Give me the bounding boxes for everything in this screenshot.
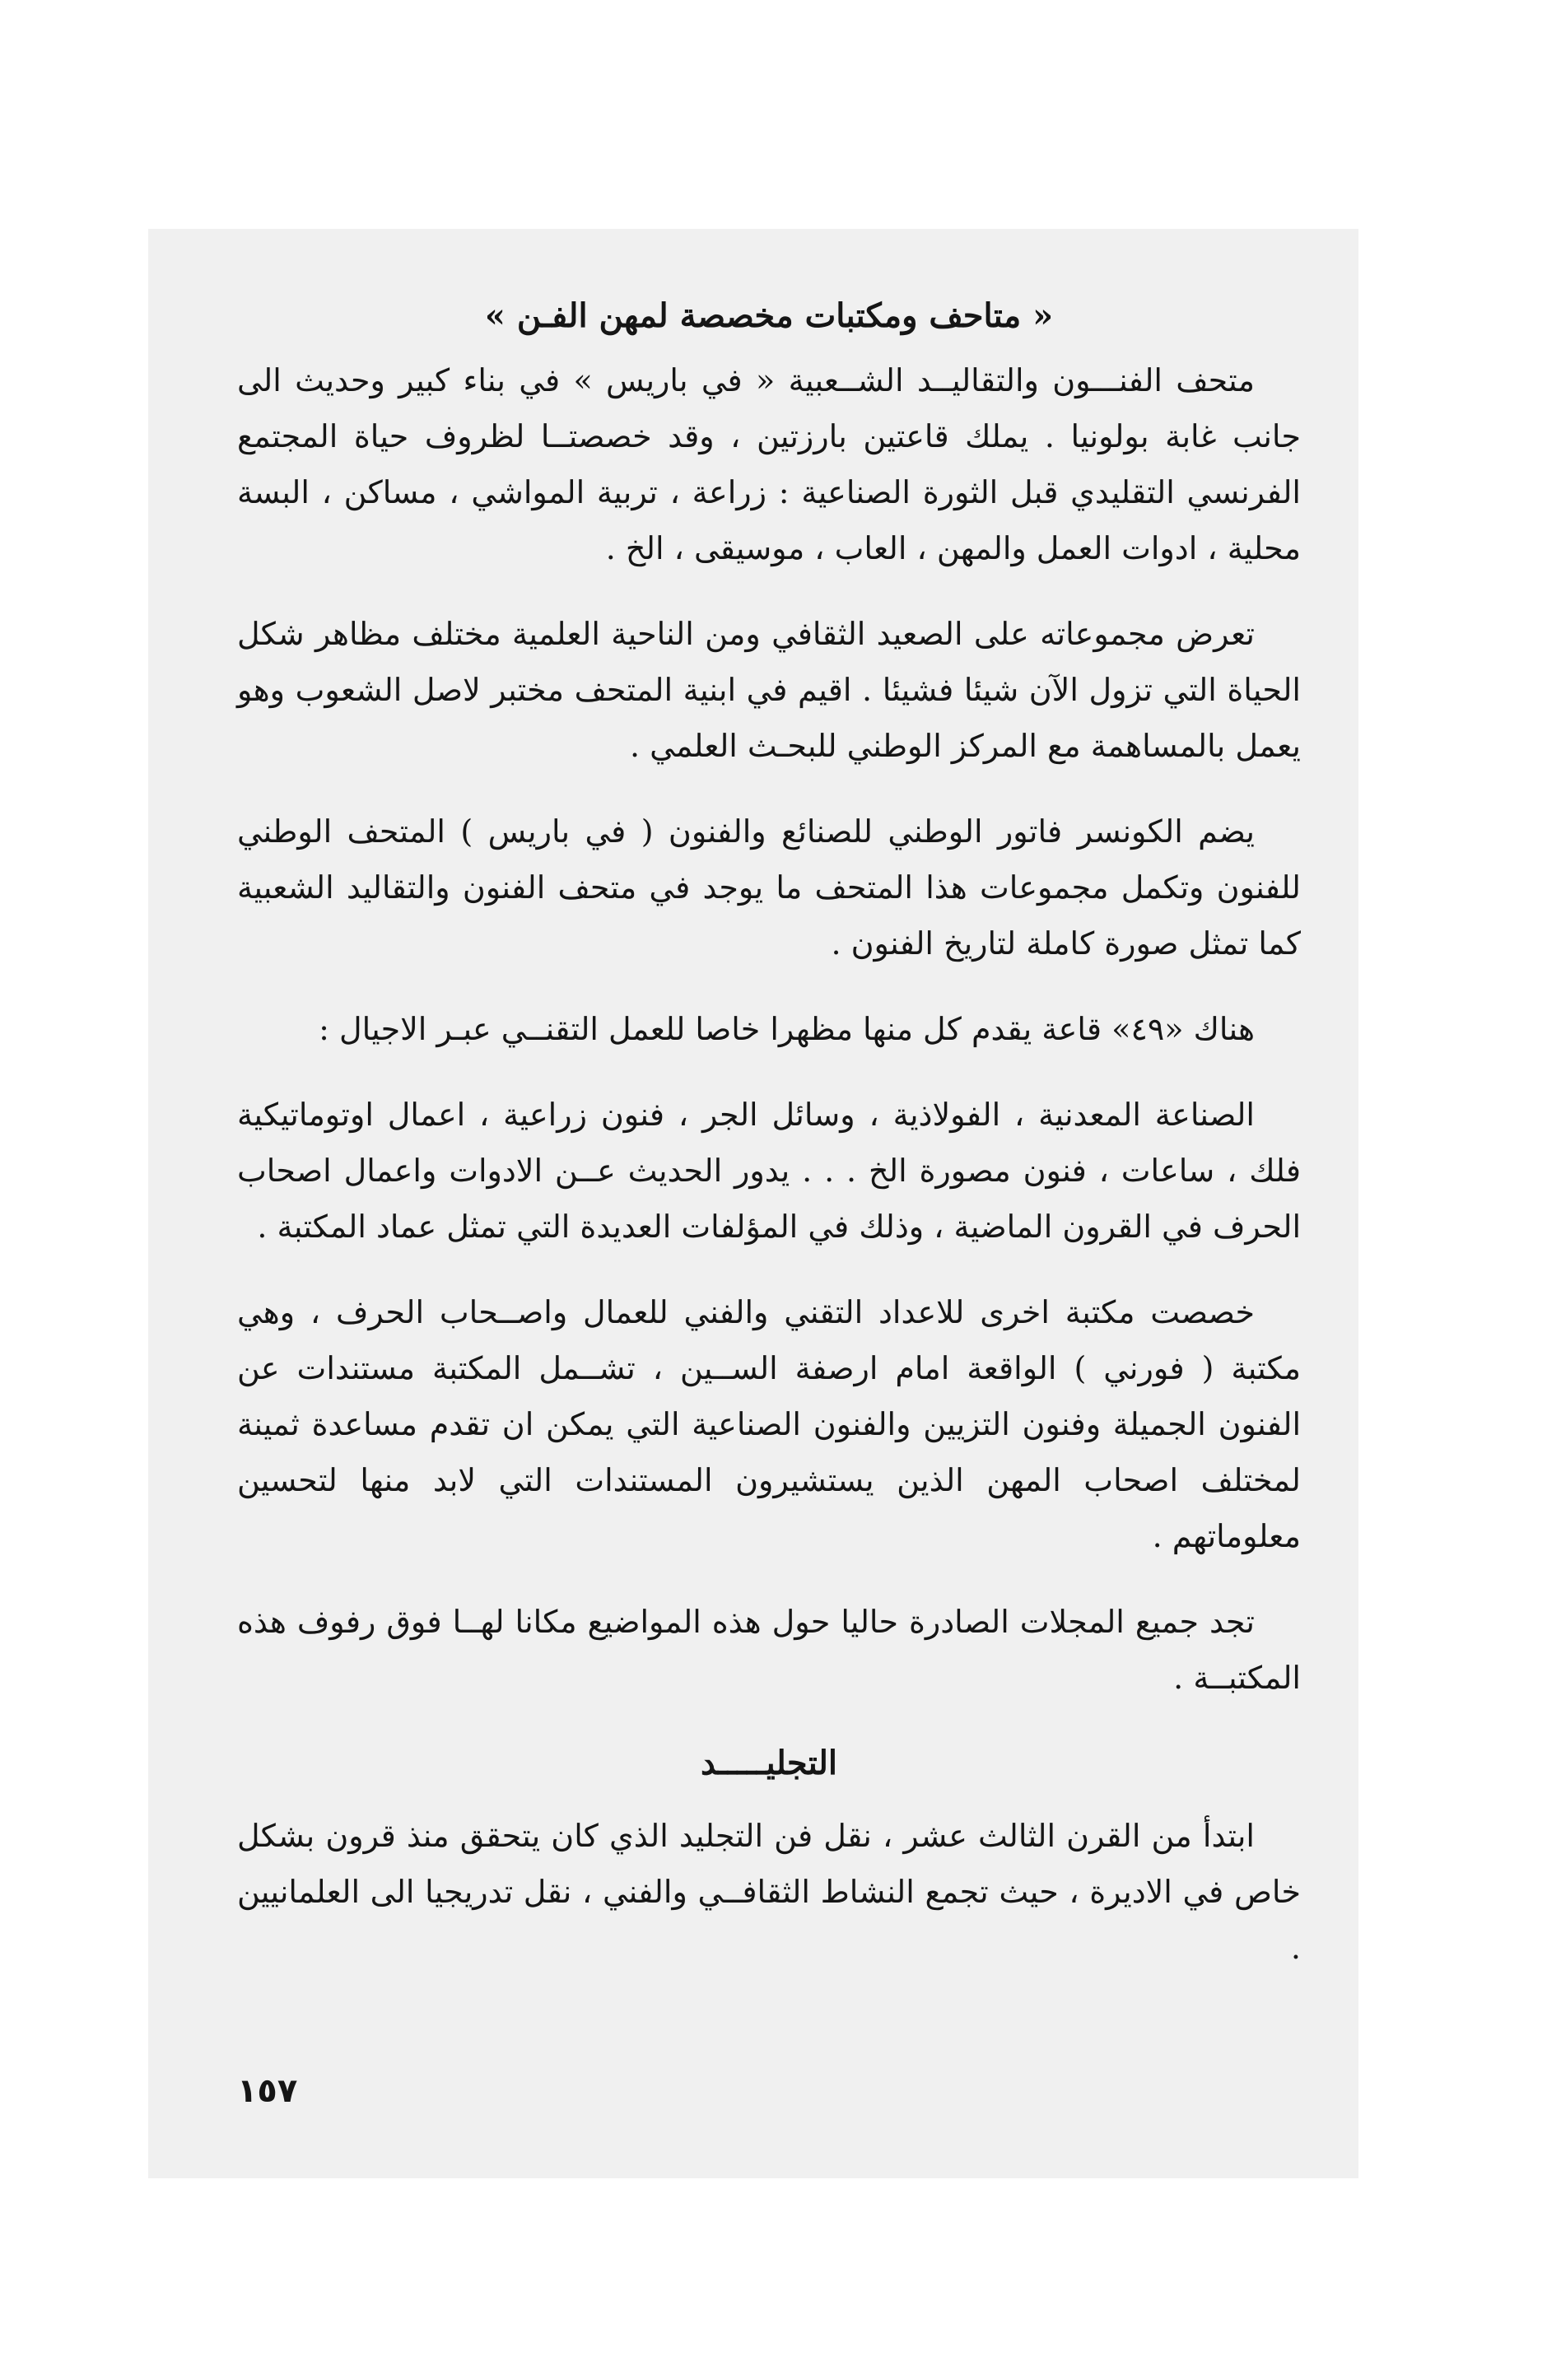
paragraph-museum-arts: متحف الفنـــون والتقاليــد الشــعبية « في باريس » في بناء كبير وحديث الى جانب غابة بولونيا . يملك قاعتين بارزتين ، وقد خصصتــا لظروف حياة المجتمع الفرنسي التقليدي قبل الثورة الصناعية : زراعة ، تربية المواشي ، مساكن ، البسة محلية ، ادوات العمل والمهن ، العاب ، موسيقى ، الخ .	[237, 362, 1301, 566]
paragraph-binding: ابتدأ من القرن الثالث عشر ، نقل فن التجليد الذي كان يتحقق منذ قرون بشكل خاص في الاديرة ، حيث تجمع النشاط الثقافــي والفني ، نقل تدريجيا الى العلمانيين .	[237, 1818, 1301, 1966]
paragraph-conservatoire: يضم الكونسر فاتور الوطني للصنائع والفنون ( في باريس ) المتحف الوطني للفنون وتكمل مجموعات هذا المتحف ما يوجد في متحف الفنون والتقاليد الشعبية كما تمثل صورة كاملة لتاريخ الفنون .	[237, 813, 1301, 962]
paragraph-magazines: تجد جميع المجلات الصادرة حاليا حول هذه المواضيع مكانا لهــا فوق رفوف هذه المكتبــة .	[237, 1604, 1301, 1696]
section-heading-binding: التجليـــــد	[700, 1744, 838, 1782]
paragraph-industries: الصناعة المعدنية ، الفولاذية ، وسائل الجر ، فنون زراعية ، اعمال اوتوماتيكية فلك ، ساعات ، فنون مصورة الخ . . . يدور الحديث عــن الادوات واعمال اصحاب الحرف في القرون الماضية ، وذلك في المؤلفات العديدة التي تمثل عماد المكتبة .	[237, 1097, 1301, 1245]
text-block	[237, 288, 1301, 2005]
page-title: « متاحف ومكتبات مخصصة لمهن الفـن »	[484, 296, 1054, 335]
paragraph-halls: هناك «٤٩» قاعة يقدم كل منها مظهرا خاصا للعمل التقنــي عبـر الاجيال :	[319, 1011, 1255, 1047]
paragraph-forney-library: خصصت مكتبة اخرى للاعداد التقني والفني للعمال واصــحاب الحرف ، وهي مكتبة ( فورني ) الواقعة امام ارصفة الســين ، تشــمل المكتبة مستندات عن الفنون الجميلة وفنون التزيين والفنون الصناعية التي يمكن ان تقدم مساعدة ثمينة لمختلف اصحاب المهن الذين يستشيرون المستندات التي لابد منها لتحسين معلوماتهم .	[237, 1294, 1301, 1554]
paragraph-collections: تعرض مجموعاته على الصعيد الثقافي ومن الناحية العلمية مختلف مظاهر شكل الحياة التي تزول الآن شيئا فشيئا . اقيم في ابنية المتحف مختبر لاصل الشعوب وهو يعمل بالمساهمة مع المركز الوطني للبحـث العلمي .	[237, 616, 1301, 764]
page-number: ١٥٧	[237, 2072, 298, 2110]
